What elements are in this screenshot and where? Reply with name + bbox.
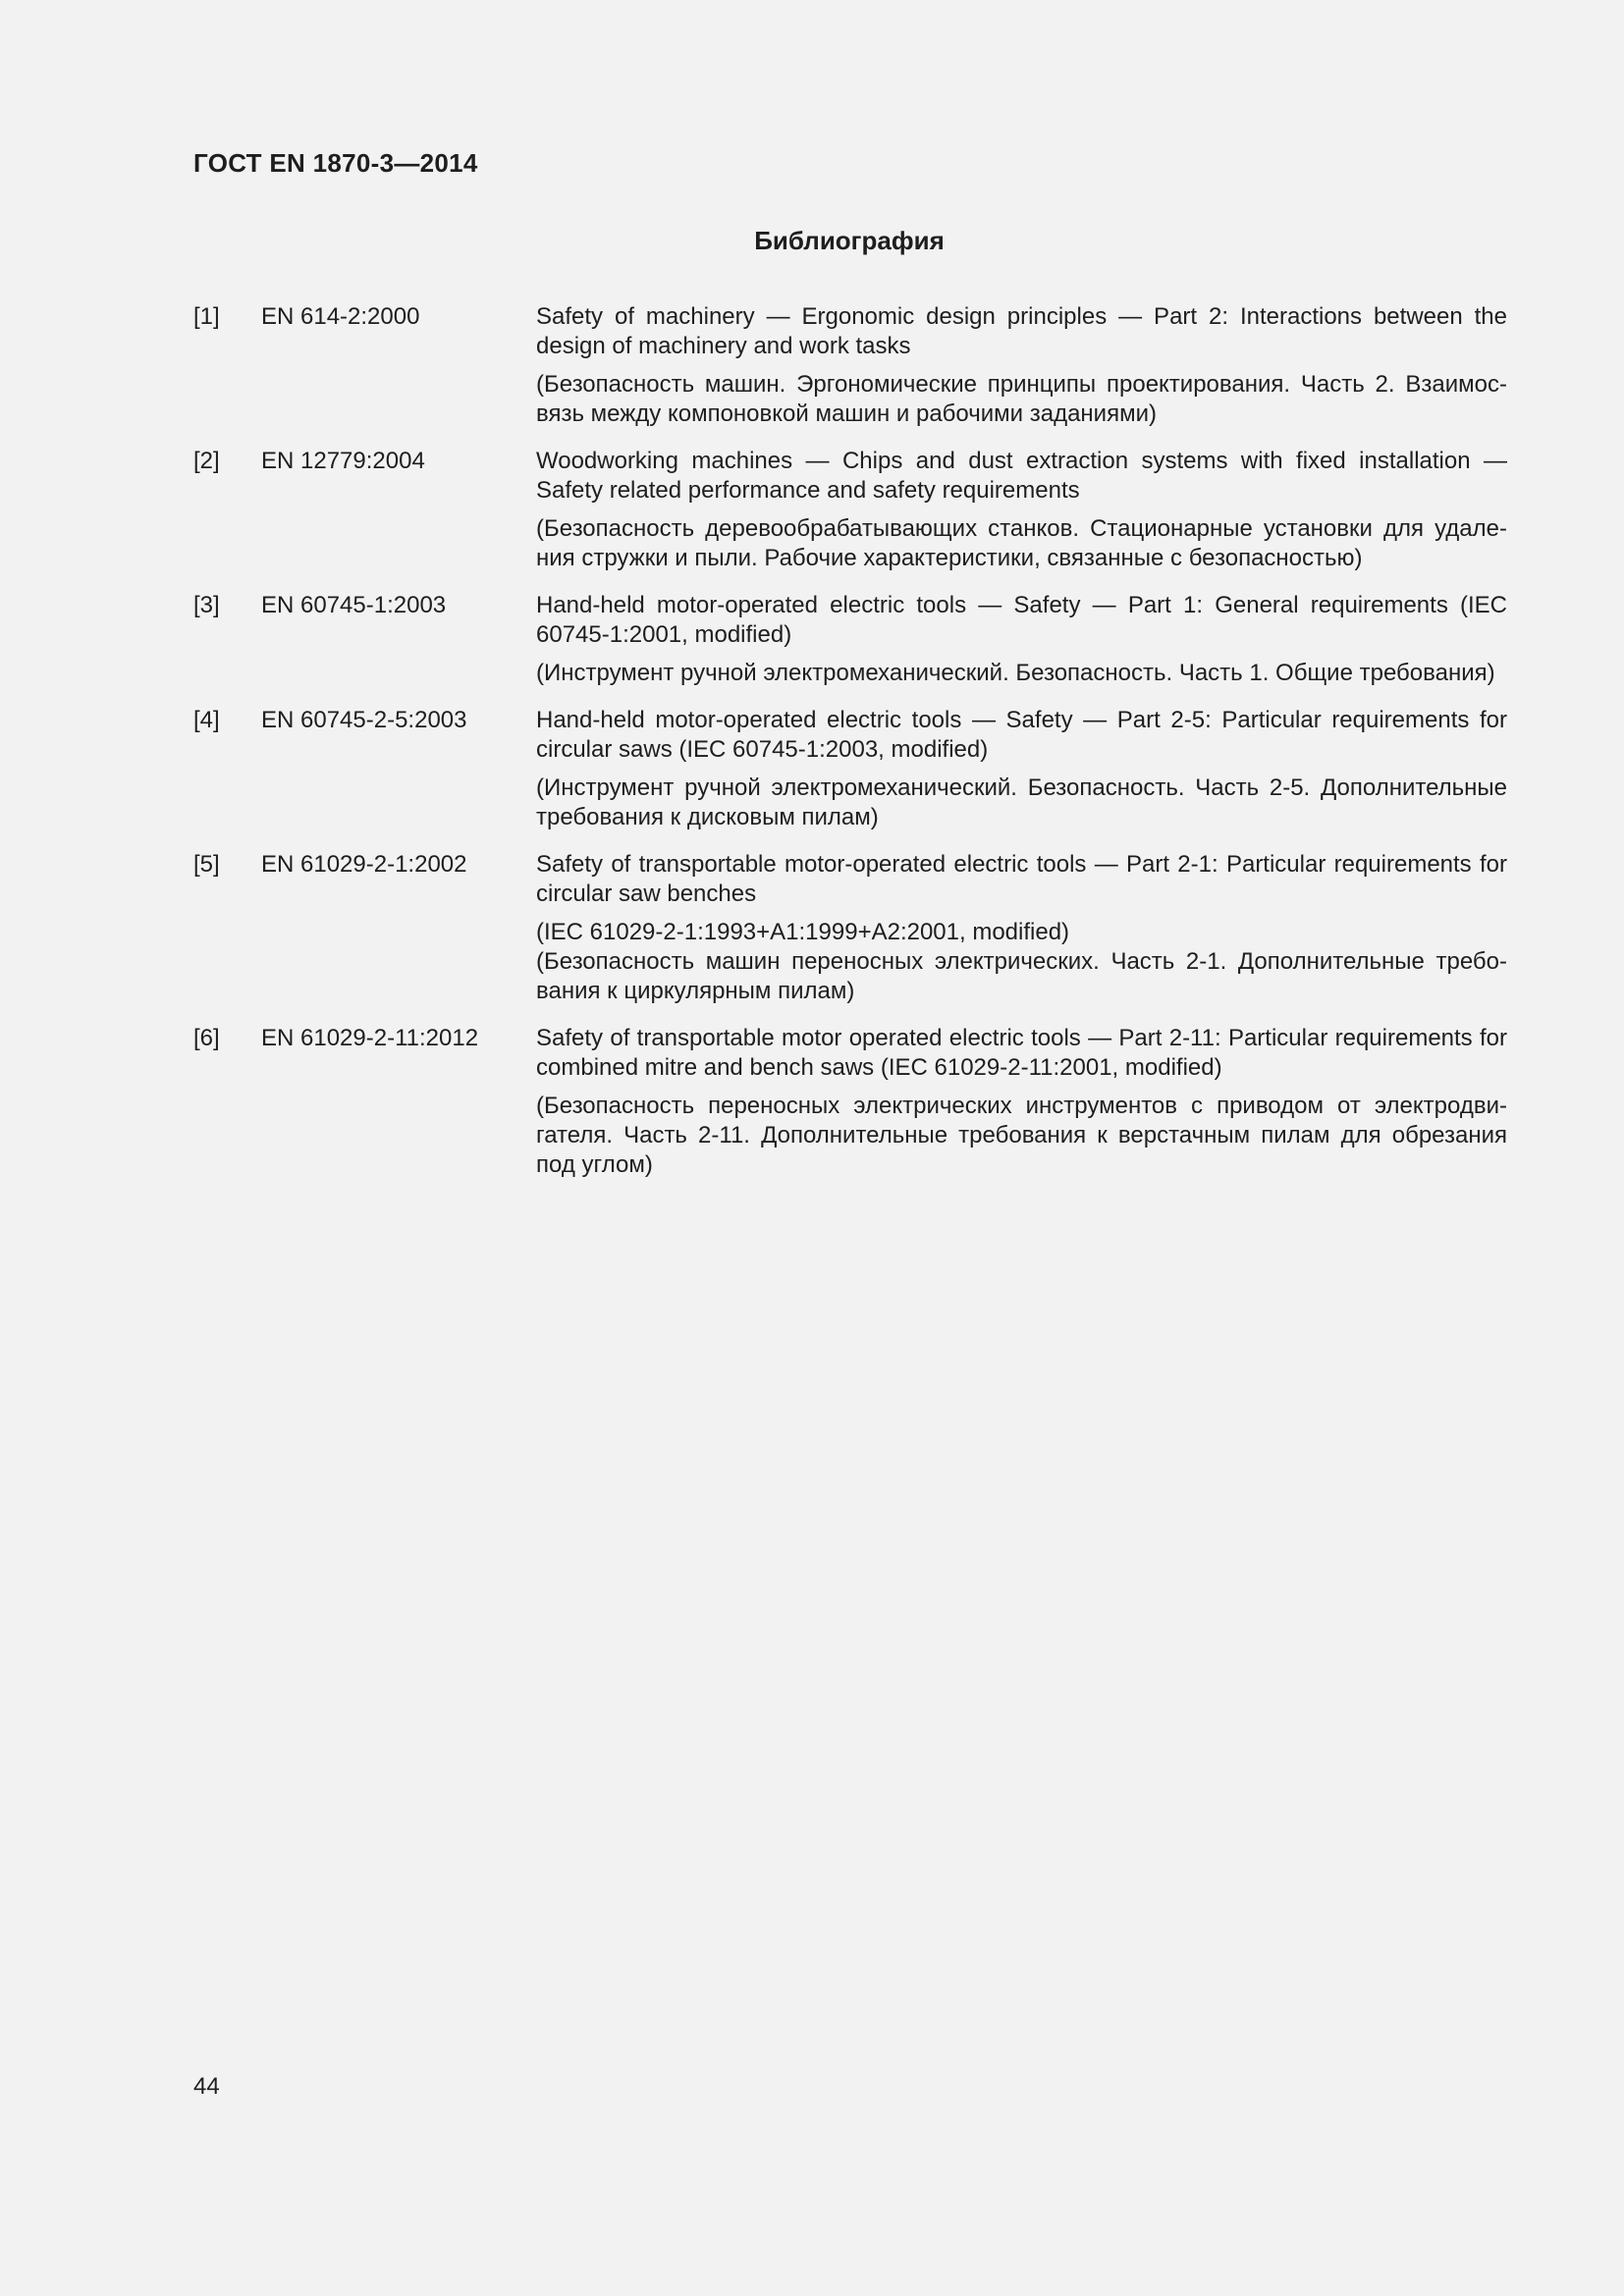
page-number: 44	[193, 2073, 220, 2100]
bibliography-entry	[193, 447, 1507, 573]
entry-description	[536, 302, 1507, 429]
entry-title-ru: (Инструмент ручной электромеханический. Безопасность. Часть 2-5. Дополнительные требования к дисковым пилам)	[536, 774, 1507, 830]
entry-standard-code: EN 60745-1:2003	[261, 592, 447, 618]
entry-description	[536, 447, 1507, 573]
bibliography-list	[193, 302, 1507, 1198]
entry-description	[536, 850, 1507, 1006]
entry-standard-code: EN 60745-2-5:2003	[261, 707, 467, 733]
entry-title-ru: (Инструмент ручной электромеханический. Безопасность. Часть 1. Общие требования)	[536, 660, 1495, 686]
bibliography-entry	[193, 591, 1507, 688]
entry-standard-code: EN 12779:2004	[261, 448, 425, 474]
entry-title-ru: (Безопасность машин. Эргономические принципы проектирования. Часть 2. Взаимосвязь между компоновкой машин и рабочими заданиями)	[536, 371, 1507, 427]
entry-description	[536, 706, 1507, 832]
entry-title-en: Hand-held motor-operated electric tools — Safety — Part 2-5: Particular requirements for circular saws (IEC 60745-1:2003, modified)	[536, 707, 1507, 763]
entry-number: [1]	[193, 303, 220, 330]
entry-description	[536, 1024, 1507, 1180]
entry-number: [5]	[193, 851, 220, 878]
entry-title-en: Safety of transportable motor operated electric tools — Part 2-11: Particular requirements for combined mitre and bench saws (IEC 61029-2-11:2001, modified)	[536, 1025, 1507, 1081]
entry-title-en: Hand-held motor-operated electric tools — Safety — Part 1: General requirements (IEC 60745-1:2001, modified)	[536, 592, 1507, 648]
entry-number: [2]	[193, 448, 220, 474]
bibliography-entry	[193, 1024, 1507, 1180]
bibliography-entry	[193, 850, 1507, 1006]
entry-iec-reference: (IEC 61029-2-1:1993+A1:1999+A2:2001, modified)	[536, 919, 1070, 945]
page-title: Библиография	[754, 226, 945, 255]
entry-title-ru: (Безопасность деревообрабатывающих станков. Стационарные установки для удаления стружки и пыли. Рабочие характеристики, связанные с безопасностью)	[536, 515, 1507, 571]
entry-standard-code: EN 61029-2-11:2012	[261, 1025, 479, 1051]
entry-number: [3]	[193, 592, 220, 618]
entry-standard-code: EN 614-2:2000	[261, 303, 420, 330]
entry-title-en: Woodworking machines — Chips and dust extraction systems with fixed installation — Safety related performance and safety requirements	[536, 448, 1507, 504]
document-header: ГОСТ EN 1870-3—2014	[193, 148, 478, 178]
bibliography-entry	[193, 302, 1507, 429]
entry-title-ru: (Безопасность переносных электрических инструментов с приводом от электродвигателя. Часть 2-11. Дополнительные требования к верстачным пилам для обрезания под углом)	[536, 1093, 1507, 1178]
entry-description	[536, 591, 1507, 688]
entry-title-ru: (Безопасность машин переносных электрических. Часть 2-1. Дополнительные требования к циркулярным пилам)	[536, 948, 1507, 1004]
entry-title-en: Safety of transportable motor-operated electric tools — Part 2-1: Particular requirements for circular saw benches	[536, 851, 1507, 907]
entry-number: [6]	[193, 1025, 220, 1051]
entry-number: [4]	[193, 707, 220, 733]
entry-standard-code: EN 61029-2-1:2002	[261, 851, 467, 878]
bibliography-entry	[193, 706, 1507, 832]
entry-title-en: Safety of machinery — Ergonomic design principles — Part 2: Interactions between the design of machinery and work tasks	[536, 303, 1507, 359]
